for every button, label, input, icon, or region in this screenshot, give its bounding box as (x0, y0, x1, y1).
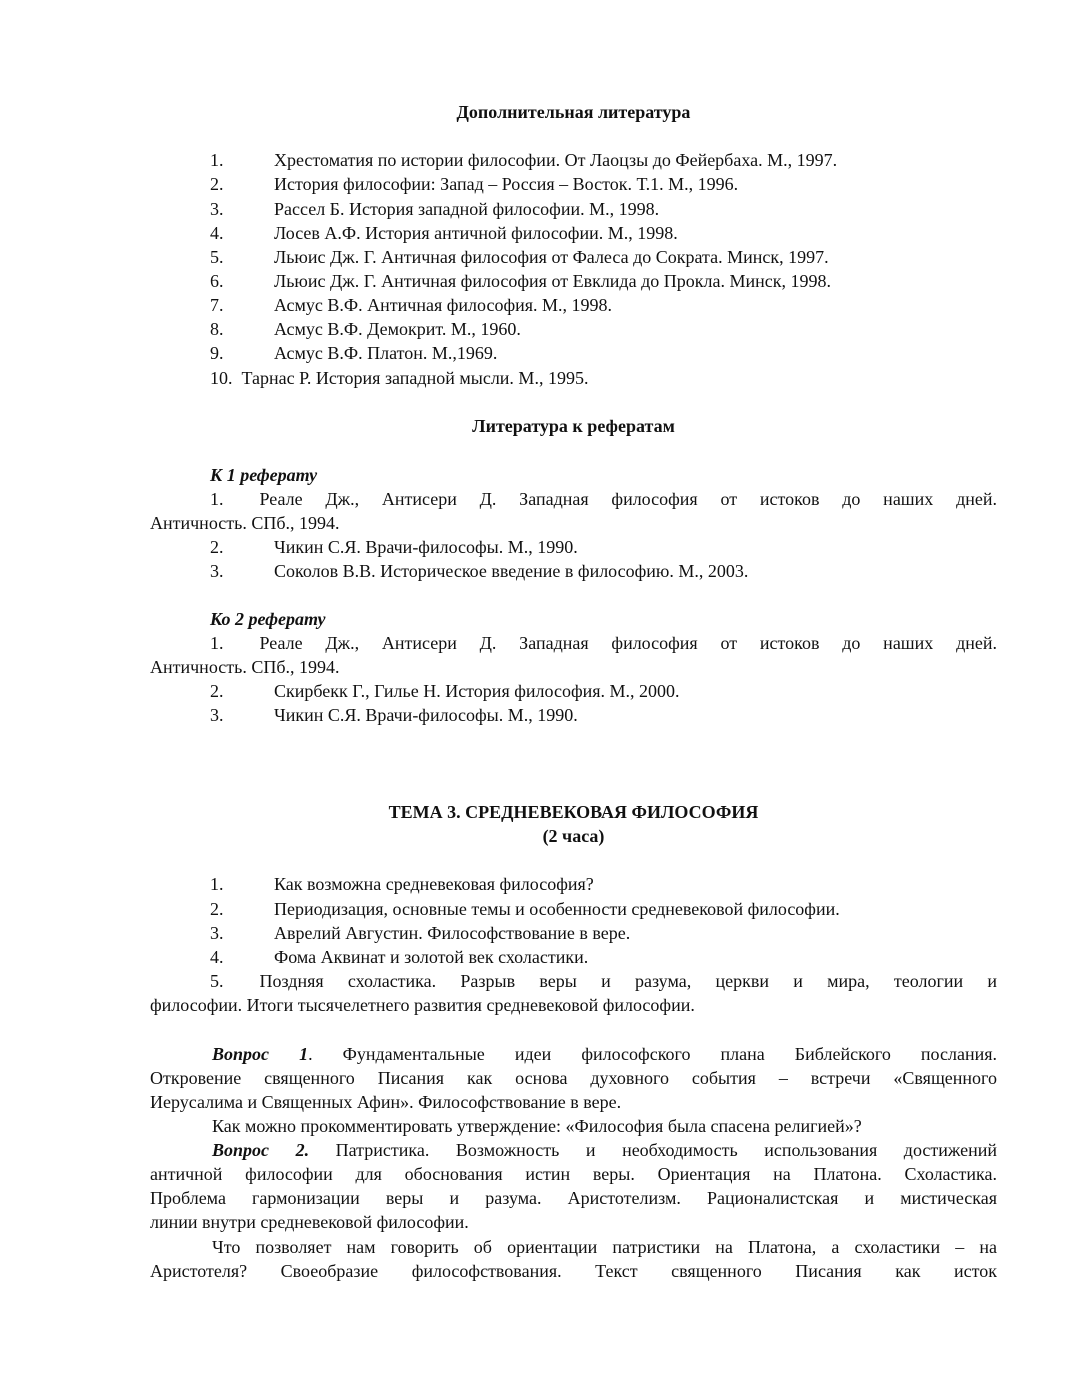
essay-literature-title: Литература к рефератам (472, 416, 675, 436)
document-page: Дополнительная литература 1. Хрестоматия по истории философии. От Лаоцзы до Фейербаха. М., 1997. 2. История философии: Запад – Россия – Восток. Т.1. М., 1996. 3. Рассел Б. История западной философии. М., 1998. 4. Лосев А.Ф. История античной философии. М., 1998. 5. Льюис Дж. Г. Античная философия от Фалеса до Сократа. Минск, 1997. 6. Льюис Дж. Г. Античная философия от Евклида до Прокла. Минск, 1998. 7. Асмус В.Ф. Античная философия. М., 1998. 8. Асмус В.Ф. Демокрит. М., 1960. 9. Асмус В.Ф. Платон. М.,1969. 10. Тарнас Р. История западной мысли. М., 1995. Литература к рефератам К 1 реферату 1. Реале Дж., Антисери Д. Западная философия от истоков до наших дней. Античность. СПб., 1994. 2. Чикин С.Я. Врачи-философы. М., 1990. 3. Соколов В.В. Историческое введение в философию. М., 2003. Ко 2 реферату 1. Реале Дж., Антисери Д. Западная философия от истоков до наших дней. Античность. СПб., 1994. 2. Скирбекк Г., Гилье Н. История философия. М., 2000. 3. Чикин С.Я. Врачи-философы. М., 1990. ТЕМА 3. СРЕДНЕВЕКОВАЯ ФИЛОСОФИЯ (2 часа) 1. Как возможна средневековая философия? 2. Периодизация, основные темы и особенности средневековой философии. 3. Аврелий Августин. Философствование в вере. 4. Фома Аквинат и золотой век схоластики. 5. Поздняя схоластика. Разрыв веры и разума, церкви и мира, теологии и философии. Итоги тысячелетнего развития средневековой философии. Вопрос 1. Фундаментальные идеи философского плана Библейского послания. Откровение священного Писания как основа духовного события – встречи «Священного Иерусалима и Священных Афин». Философствование в вере. Как можно прокомментировать утверждение: «Философия была спасена религией»? Вопрос 2. Патристика. Возможность и необходимость использования достижений античной философии для обоснования истин веры. Ориентация на Платона. Схоластика. Проблема гармонизации веры и разума. Аристотелизм. Рационалистская и мистическая линии внутри средневековой философии. Что позволяет нам говорить об ориентации патристики на Платона, а схоластики – на Аристотеля? Своеобразие философствования. Текст священного Писания как исток (150, 0, 997, 1386)
list-item: 5. Поздняя схоластика. Разрыв веры и разума, церкви и мира, теологии и (210, 971, 997, 991)
question-1-label: Вопрос 1 (212, 1044, 309, 1064)
question-2-line: линии внутри средневековой философии. (150, 1212, 469, 1232)
list-item: 1. Реале Дж., Антисери Д. Западная философия от истоков до наших дней. (210, 633, 997, 653)
additional-literature-title: Дополнительная литература (456, 102, 691, 122)
question-2-paragraph: Вопрос 2. Патристика. Возможность и необходимость использования достижений (212, 1140, 997, 1160)
question-1-line: Откровение священного Писания как основа духовного события – встречи «Священного (150, 1068, 997, 1088)
list-item-continuation: Античность. СПб., 1994. (150, 657, 340, 677)
list-item: 10. Тарнас Р. История западной мысли. М., 1995. (210, 368, 589, 388)
question-2-line: Проблема гармонизации веры и разума. Аристотелизм. Рационалистская и мистическая (150, 1188, 997, 1208)
question-1-paragraph: Вопрос 1. Фундаментальные идеи философского плана Библейского послания. (212, 1044, 997, 1064)
essay1-heading: К 1 реферату (210, 465, 318, 485)
question-2-label: Вопрос 2. (212, 1140, 310, 1160)
question-2-prompt-continuation: Аристотеля? Своеобразие философствования. Текст священного Писания как исток (150, 1261, 997, 1281)
essay2-heading: Ко 2 реферату (210, 609, 326, 629)
list-item-continuation: Античность. СПб., 1994. (150, 513, 340, 533)
topic-title: ТЕМА 3. СРЕДНЕВЕКОВАЯ ФИЛОСОФИЯ (388, 802, 759, 822)
question-2-line: античной философии для обоснования истин веры. Ориентация на Платона. Схоластика. (150, 1164, 997, 1184)
topic-hours: (2 часа) (542, 826, 605, 846)
list-item: 1. Реале Дж., Антисери Д. Западная философия от истоков до наших дней. (210, 489, 997, 509)
list-item-continuation: философии. Итоги тысячелетнего развития средневековой философии. (150, 995, 695, 1015)
question-2-prompt: Что позволяет нам говорить об ориентации патристики на Платона, а схоластики – на (212, 1237, 997, 1257)
question-1-prompt: Как можно прокомментировать утверждение: «Философия была спасена религией»? (212, 1116, 862, 1136)
question-1-line: Иерусалима и Священных Афин». Философствование в вере. (150, 1092, 622, 1112)
